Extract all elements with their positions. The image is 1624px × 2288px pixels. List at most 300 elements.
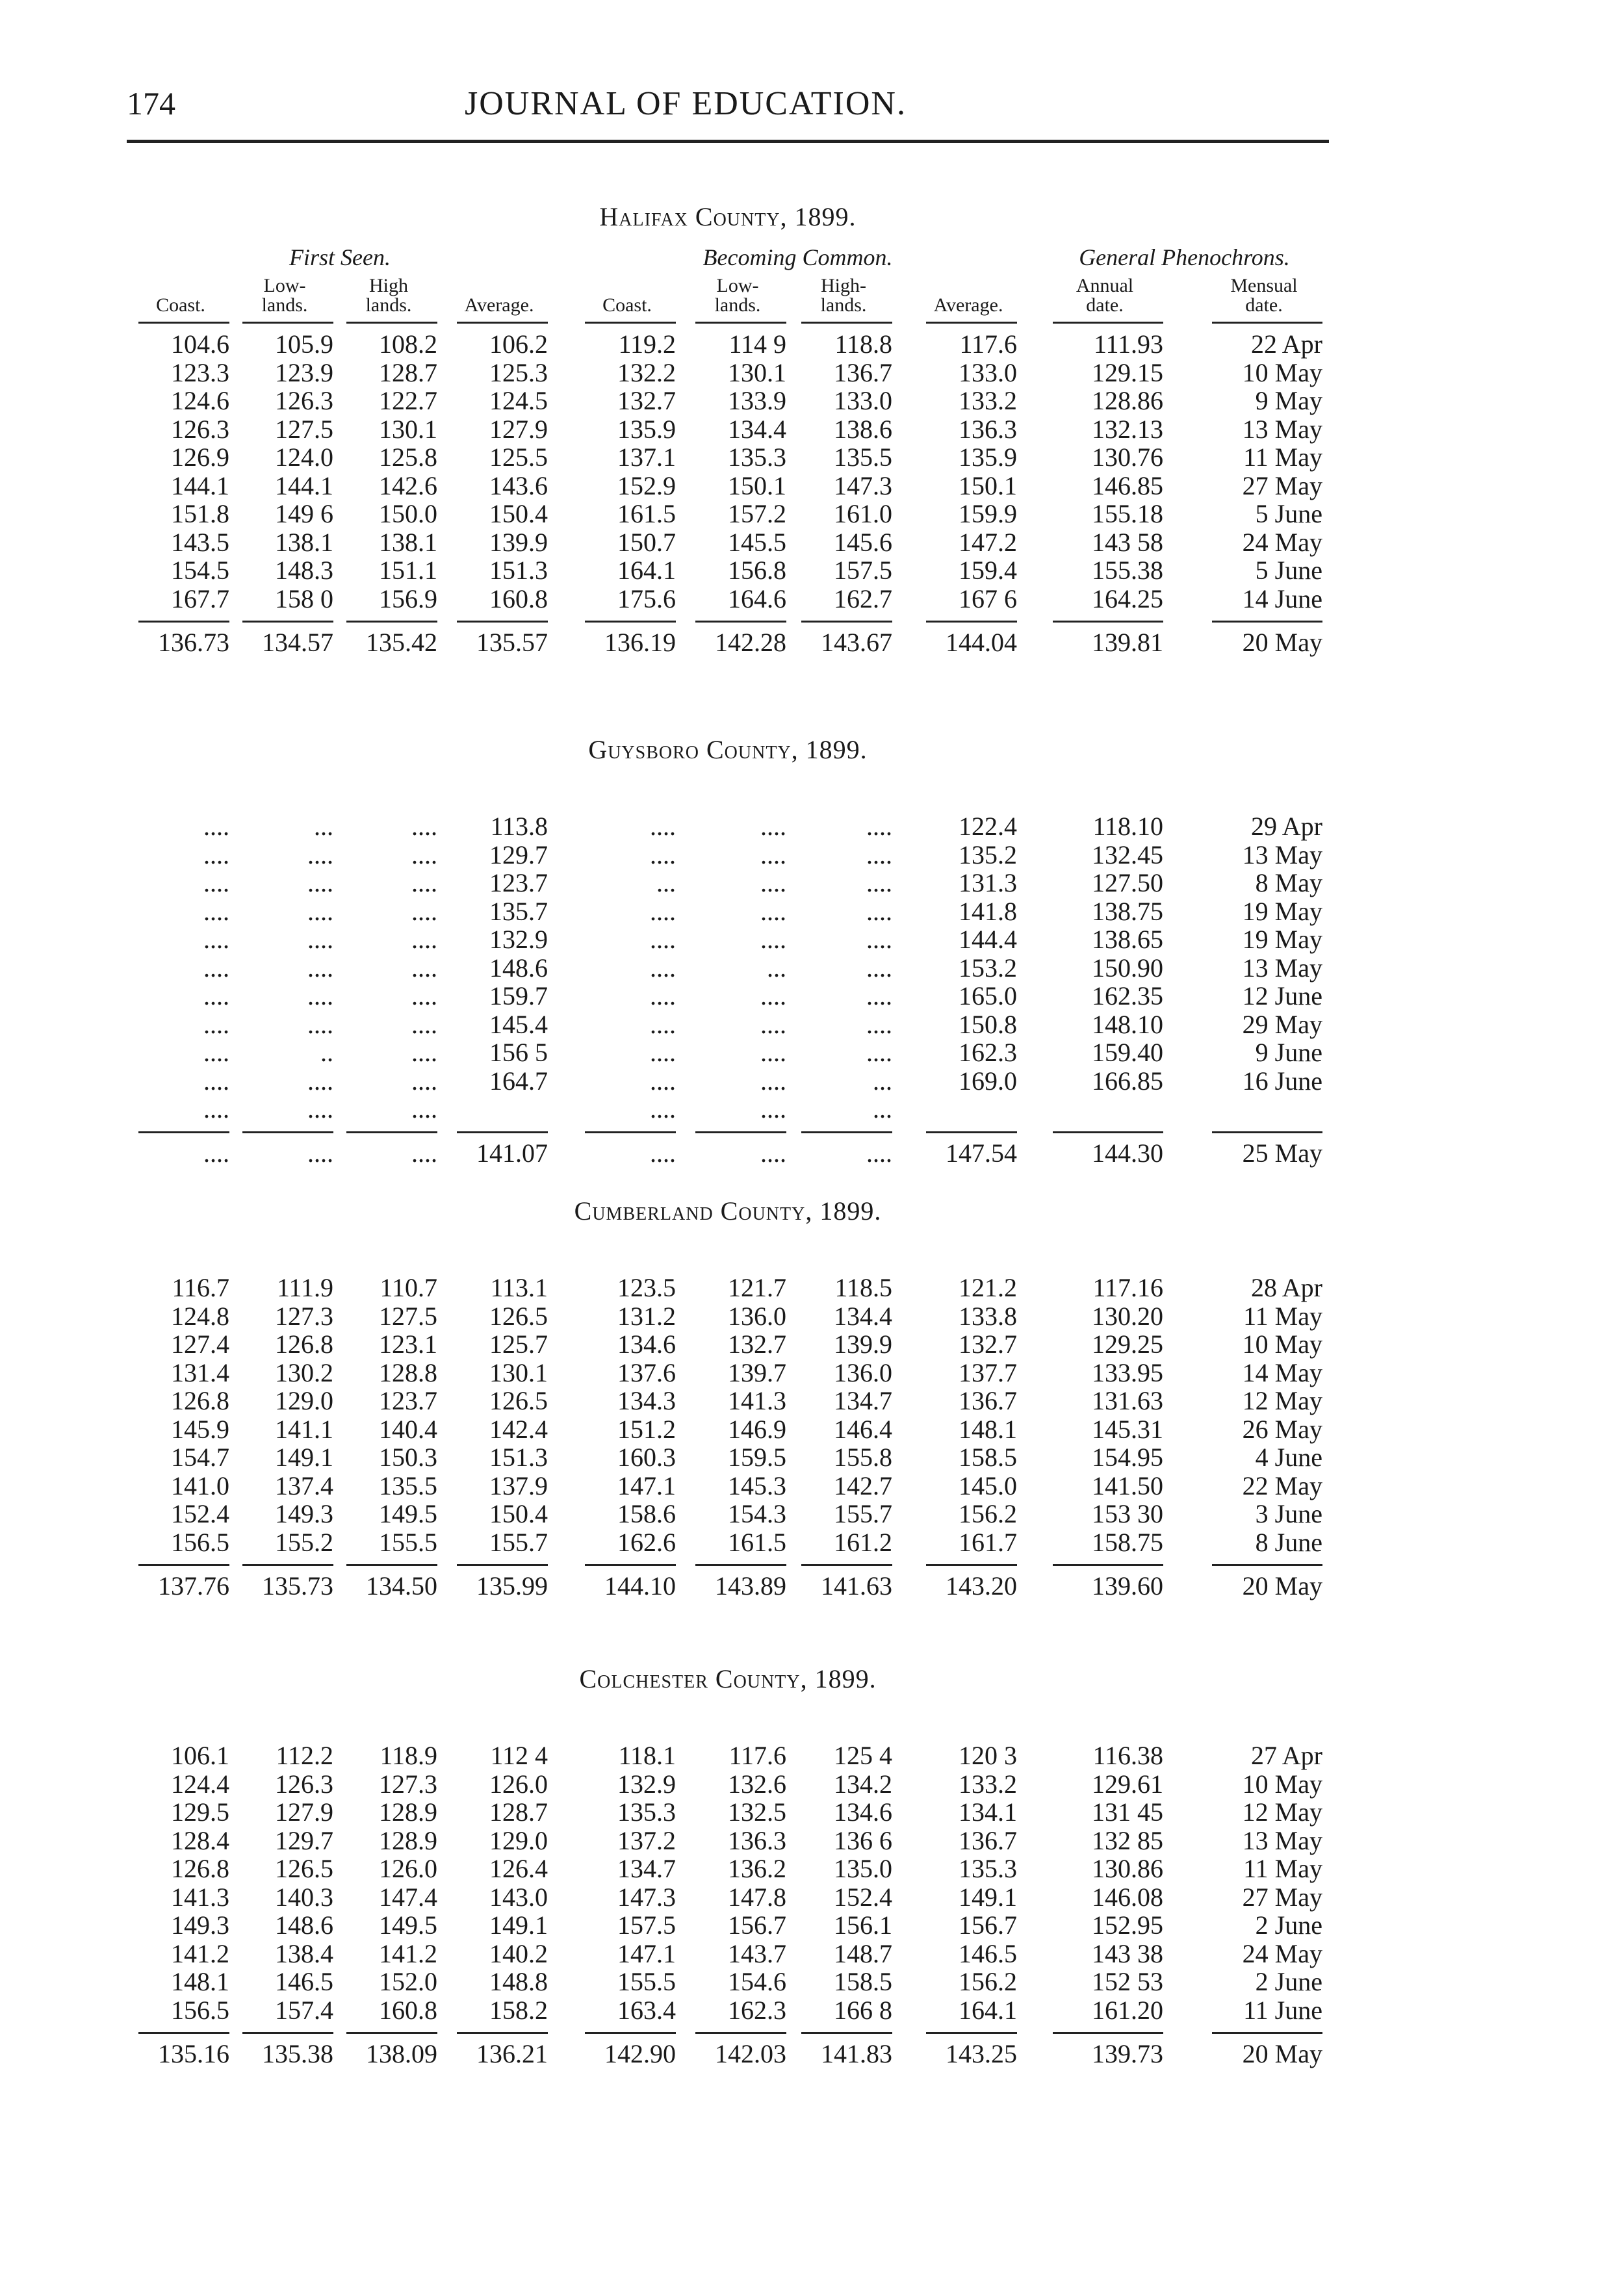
table-cell: 5 June [1255, 556, 1322, 585]
total-rule [926, 1564, 1017, 1566]
table-cell: 148.6 [275, 1910, 333, 1940]
table-cell: 154.6 [728, 1967, 786, 1996]
table-cell: 137.6 [617, 1357, 676, 1387]
table-cell: .... [307, 840, 333, 869]
county-section [127, 734, 1329, 1189]
table-cell: 8 May [1255, 868, 1322, 897]
table-cell: .... [203, 840, 229, 869]
table-cell: 134.4 [834, 1301, 892, 1331]
table-cell: 12 June [1242, 981, 1322, 1010]
table-cell: 149.3 [275, 1499, 333, 1528]
table-cell: 167.7 [171, 584, 229, 613]
table-cell: .... [866, 868, 892, 897]
table-cell: .... [411, 1094, 437, 1124]
table-cell: 138.6 [834, 414, 892, 444]
table-cell: .... [866, 953, 892, 983]
table-cell: 160.8 [489, 584, 548, 613]
table-cell: 127.3 [379, 1769, 437, 1799]
table-cell: .... [760, 1009, 786, 1039]
table-cell: 158.5 [834, 1967, 892, 1996]
table-cell: 129.61 [1092, 1769, 1163, 1799]
table-cell: 152 53 [1092, 1967, 1163, 1996]
total-cell: 142.28 [715, 628, 786, 657]
total-cell: 141.63 [821, 1571, 892, 1600]
page-header [127, 78, 1329, 140]
table-cell: 148.10 [1092, 1009, 1163, 1039]
journal-page [127, 78, 1329, 2068]
table-cell: 148.6 [489, 953, 548, 983]
table-cell: 147.3 [834, 470, 892, 500]
column-group-heading: Becoming Common. [702, 244, 893, 270]
table-cell: 134.7 [617, 1854, 676, 1883]
table-cell: 116.7 [172, 1273, 229, 1302]
table-cell: 164.1 [617, 556, 676, 585]
total-cell: 25 May [1242, 1138, 1322, 1168]
table-cell: 146.4 [834, 1414, 892, 1444]
table-cell: 113.1 [490, 1273, 548, 1302]
table-cell: 117.6 [728, 1741, 786, 1770]
total-rule [585, 2032, 676, 2034]
table-cell: .... [760, 925, 786, 954]
header-rule [346, 322, 437, 324]
table-cell: .... [411, 981, 437, 1010]
column-header [1205, 276, 1322, 315]
table-cell: 112.2 [276, 1741, 333, 1770]
table-cell: .... [307, 1094, 333, 1124]
table-cell: 123.9 [275, 357, 333, 387]
table-cell: 133.2 [959, 1769, 1017, 1799]
column-header [1046, 276, 1163, 315]
table-cell: 127.5 [379, 1301, 437, 1331]
table-cell: 156.5 [171, 1995, 229, 2025]
table-cell: 118.1 [618, 1741, 676, 1770]
table-cell: 138.4 [275, 1938, 333, 1968]
table-cell: 126.8 [275, 1330, 333, 1359]
total-cell: 134.57 [262, 628, 333, 657]
table-cell: .... [411, 1009, 437, 1039]
table-cell: 11 May [1243, 1301, 1322, 1331]
table-cell: 161.20 [1092, 1995, 1163, 2025]
column-header-line: date. [1086, 294, 1124, 316]
table-cell: 3 June [1255, 1499, 1322, 1528]
table-cell: 13 May [1242, 1825, 1322, 1855]
table-cell: 114 9 [728, 329, 786, 359]
table-cell: 150.4 [489, 499, 548, 528]
column-header-line: lands. [365, 294, 412, 316]
table-cell: 117.16 [1092, 1273, 1163, 1302]
total-rule [1053, 2032, 1163, 2034]
table-cell: 13 May [1242, 953, 1322, 983]
table-cell: 143 58 [1092, 527, 1163, 557]
table-cell: 124.8 [171, 1301, 229, 1331]
table-cell: 127.3 [275, 1301, 333, 1331]
table-cell: 123.7 [489, 868, 548, 897]
table-cell: 130.20 [1092, 1301, 1163, 1331]
table-cell: 112 4 [490, 1741, 548, 1770]
total-cell: 136.21 [476, 2039, 548, 2068]
table-cell: 124.5 [489, 386, 548, 415]
table-cell: .... [203, 925, 229, 954]
table-cell: .... [866, 1038, 892, 1067]
table-cell: 11 May [1243, 443, 1322, 472]
column-header [236, 276, 333, 315]
table-cell: 132.2 [617, 357, 676, 387]
table-cell: .... [203, 1066, 229, 1096]
table-cell: 142.4 [489, 1414, 548, 1444]
total-cell: 141.07 [476, 1138, 548, 1168]
table-cell: 150.7 [617, 527, 676, 557]
table-cell: 143 38 [1092, 1938, 1163, 1968]
table-cell: .... [760, 1094, 786, 1124]
table-cell: 145.0 [959, 1471, 1017, 1500]
table-cell: .... [866, 896, 892, 926]
table-cell: 141.3 [728, 1386, 786, 1415]
table-cell: 125 4 [834, 1741, 892, 1770]
table-cell: 16 June [1242, 1066, 1322, 1096]
table-cell: 111.9 [276, 1273, 333, 1302]
table-cell: 135.5 [834, 443, 892, 472]
table-cell: ... [873, 1094, 892, 1124]
total-rule [457, 2032, 548, 2034]
table-cell: 124.6 [171, 386, 229, 415]
table-cell: 149.3 [171, 1910, 229, 1940]
table-cell: .... [650, 840, 676, 869]
total-cell: .... [203, 1138, 229, 1168]
table-cell: 24 May [1242, 527, 1322, 557]
table-cell: 110.7 [380, 1273, 437, 1302]
column-header-line: Average. [933, 294, 1003, 316]
table-cell: 135.3 [959, 1854, 1017, 1883]
table-cell: 131 45 [1092, 1797, 1163, 1827]
table-cell: .... [411, 925, 437, 954]
table-cell: .... [650, 925, 676, 954]
section-title: Colchester County, 1899. [579, 1664, 877, 1693]
table-cell: 133.95 [1092, 1357, 1163, 1387]
table-cell: 156.5 [171, 1527, 229, 1557]
table-cell: 134.2 [834, 1769, 892, 1799]
column-header-line: lands. [820, 294, 867, 316]
table-cell: 128.9 [379, 1825, 437, 1855]
table-cell: 127.9 [489, 414, 548, 444]
table-cell: 119.2 [618, 329, 676, 359]
table-cell: 8 June [1255, 1527, 1322, 1557]
table-cell: 123.5 [617, 1273, 676, 1302]
table-cell: 127.50 [1092, 868, 1163, 897]
table-cell: 135.3 [728, 443, 786, 472]
total-cell: 138.09 [366, 2039, 437, 2068]
table-cell: 161.5 [728, 1527, 786, 1557]
total-cell: .... [307, 1138, 333, 1168]
column-header [340, 276, 437, 315]
column-header-line: Coast. [156, 294, 205, 316]
table-cell: .... [760, 1038, 786, 1067]
table-cell: 139.7 [728, 1357, 786, 1387]
table-cell: 152.4 [171, 1499, 229, 1528]
table-cell: 134.6 [617, 1330, 676, 1359]
table-cell: 148.3 [275, 556, 333, 585]
table-cell: 159.40 [1092, 1038, 1163, 1067]
table-cell: 161.0 [834, 499, 892, 528]
page-number: 174 [127, 85, 175, 122]
table-cell: 150.0 [379, 499, 437, 528]
total-rule [1212, 1564, 1322, 1566]
table-cell: 27 May [1242, 470, 1322, 500]
table-cell: 9 June [1255, 1038, 1322, 1067]
table-cell: .... [203, 896, 229, 926]
table-cell: 134.3 [617, 1386, 676, 1415]
table-cell: 151.3 [489, 1443, 548, 1472]
total-rule [138, 621, 229, 623]
table-cell: 125.8 [379, 443, 437, 472]
total-rule [346, 2032, 437, 2034]
total-cell: 137.76 [158, 1571, 229, 1600]
total-rule [585, 1131, 676, 1133]
table-cell: 19 May [1242, 925, 1322, 954]
table-cell: .... [203, 981, 229, 1010]
table-cell: 158.6 [617, 1499, 676, 1528]
table-cell: 156.7 [959, 1910, 1017, 1940]
table-cell: 156.2 [959, 1499, 1017, 1528]
table-cell: 143.6 [489, 470, 548, 500]
county-section [127, 201, 1329, 656]
total-rule [801, 621, 892, 623]
table-cell: .... [307, 896, 333, 926]
table-cell: 130.1 [728, 357, 786, 387]
table-cell: .... [203, 1038, 229, 1067]
column-header-line: lands. [714, 294, 761, 316]
table-cell: 147.4 [379, 1882, 437, 1912]
table-cell: 118.10 [1092, 812, 1163, 841]
table-cell: 142.7 [834, 1471, 892, 1500]
table-cell: 128.8 [379, 1357, 437, 1387]
table-cell: 126.3 [171, 414, 229, 444]
table-cell: 156.8 [728, 556, 786, 585]
table-cell: 159.4 [959, 556, 1017, 585]
total-cell: 136.19 [604, 628, 676, 657]
section-title: Guysboro County, 1899. [588, 735, 868, 764]
table-cell: ... [873, 1066, 892, 1096]
table-cell: .... [411, 1066, 437, 1096]
table-cell: 122.7 [379, 386, 437, 415]
table-cell: 151.2 [617, 1414, 676, 1444]
total-cell: 144.10 [604, 1571, 676, 1600]
table-cell: .... [866, 1009, 892, 1039]
table-cell: 166 8 [834, 1995, 892, 2025]
table-cell: 132.7 [617, 386, 676, 415]
table-cell: 127.9 [275, 1797, 333, 1827]
table-cell: 128.7 [379, 357, 437, 387]
table-cell: 28 Apr [1251, 1273, 1322, 1302]
table-cell: 9 May [1255, 386, 1322, 415]
total-cell: 20 May [1242, 628, 1322, 657]
table-cell: .... [307, 981, 333, 1010]
journal-title: JOURNAL OF EDUCATION. [465, 85, 907, 122]
table-cell: 133.0 [834, 386, 892, 415]
table-cell: 135.0 [834, 1854, 892, 1883]
table-cell: 137.9 [489, 1471, 548, 1500]
column-group-heading: First Seen. [289, 244, 391, 270]
table-cell: 149.5 [379, 1499, 437, 1528]
table-cell: 154.95 [1092, 1443, 1163, 1472]
table-cell: 131.2 [617, 1301, 676, 1331]
table-cell: 10 May [1242, 1330, 1322, 1359]
column-header [689, 276, 786, 315]
table-cell: 141.2 [171, 1938, 229, 1968]
table-cell: 147.1 [617, 1938, 676, 1968]
table-cell: .... [203, 812, 229, 841]
table-cell: 138.75 [1092, 896, 1163, 926]
table-cell: .... [650, 812, 676, 841]
table-cell: 145.6 [834, 527, 892, 557]
table-cell: 158 0 [275, 584, 333, 613]
table-cell: 5 June [1255, 499, 1322, 528]
table-cell: 155.18 [1092, 499, 1163, 528]
table-cell: 12 May [1242, 1797, 1322, 1827]
table-cell: .... [650, 1009, 676, 1039]
table-cell: 145.9 [171, 1414, 229, 1444]
table-cell: 146.85 [1092, 470, 1163, 500]
table-cell: 131.4 [171, 1357, 229, 1387]
table-cell: .... [203, 953, 229, 983]
county-section [127, 1664, 1329, 2118]
table-cell: .... [411, 868, 437, 897]
table-cell: 24 May [1242, 1938, 1322, 1968]
table-cell: 116.38 [1092, 1741, 1163, 1770]
total-rule [1212, 621, 1322, 623]
table-cell: 143.7 [728, 1938, 786, 1968]
total-cell: .... [411, 1138, 437, 1168]
table-cell: 162.6 [617, 1527, 676, 1557]
table-cell: 149.1 [275, 1443, 333, 1472]
table-cell: 136.7 [834, 357, 892, 387]
table-cell: 160.8 [379, 1995, 437, 2025]
table-cell: .... [411, 1038, 437, 1067]
table-cell: 139.9 [489, 527, 548, 557]
table-cell: 135.9 [959, 443, 1017, 472]
total-rule [346, 1131, 437, 1133]
table-cell: 121.2 [959, 1273, 1017, 1302]
table-cell: .... [866, 812, 892, 841]
table-cell: 141.2 [379, 1938, 437, 1968]
header-rule [695, 322, 786, 324]
table-cell: .... [650, 1094, 676, 1124]
table-cell: 145.3 [728, 1471, 786, 1500]
total-rule [695, 1131, 786, 1133]
table-cell: 130.1 [379, 414, 437, 444]
table-cell: 123.1 [379, 1330, 437, 1359]
table-cell: 13 May [1242, 414, 1322, 444]
table-cell: 129.0 [275, 1386, 333, 1415]
table-cell: 164.6 [728, 584, 786, 613]
table-cell: 150.1 [728, 470, 786, 500]
table-cell: 27 May [1242, 1882, 1322, 1912]
column-header [578, 296, 676, 315]
total-cell: 143.20 [946, 1571, 1017, 1600]
table-cell: 149.1 [959, 1882, 1017, 1912]
table-cell: 129.5 [171, 1797, 229, 1827]
table-cell: 128.9 [379, 1797, 437, 1827]
table-cell: 138.1 [379, 527, 437, 557]
table-cell: .... [760, 1066, 786, 1096]
table-cell: 19 May [1242, 896, 1322, 926]
column-header [920, 296, 1017, 315]
table-cell: 118.8 [834, 329, 892, 359]
table-cell: 145.31 [1092, 1414, 1163, 1444]
table-cell: 137.4 [275, 1471, 333, 1500]
table-cell: 137.2 [617, 1825, 676, 1855]
total-rule [242, 1131, 333, 1133]
total-cell: 143.67 [821, 628, 892, 657]
table-cell: 132.7 [728, 1330, 786, 1359]
table-cell: 149.1 [489, 1910, 548, 1940]
table-cell: 156.2 [959, 1967, 1017, 1996]
table-cell: 152.95 [1092, 1910, 1163, 1940]
table-cell: .... [866, 981, 892, 1010]
table-cell: 130.2 [275, 1357, 333, 1387]
column-header-line: date. [1245, 294, 1283, 316]
table-cell: 22 Apr [1251, 329, 1322, 359]
table-cell: 146.5 [275, 1967, 333, 1996]
table-cell: 149.5 [379, 1910, 437, 1940]
table-cell: 146.9 [728, 1414, 786, 1444]
table-cell: 126.8 [171, 1386, 229, 1415]
table-cell: 156.7 [728, 1910, 786, 1940]
table-cell: 128.7 [489, 1797, 548, 1827]
table-cell: .... [650, 981, 676, 1010]
table-cell: 153 30 [1092, 1499, 1163, 1528]
table-cell: 150.4 [489, 1499, 548, 1528]
column-group-heading: General Phenochrons. [1079, 244, 1290, 270]
total-cell: 134.50 [366, 1571, 437, 1600]
table-cell: 133.2 [959, 386, 1017, 415]
table-cell: 122.4 [959, 812, 1017, 841]
table-cell: 146.08 [1092, 1882, 1163, 1912]
table-cell: 166.85 [1092, 1066, 1163, 1096]
table-cell: 145.4 [489, 1009, 548, 1039]
table-cell: 155.7 [834, 1499, 892, 1528]
total-rule [138, 2032, 229, 2034]
table-cell: 141.0 [171, 1471, 229, 1500]
table-cell: 147.1 [617, 1471, 676, 1500]
table-cell: 113.8 [490, 812, 548, 841]
table-cell: 136.7 [959, 1825, 1017, 1855]
header-rule [457, 322, 548, 324]
table-cell: 169.0 [959, 1066, 1017, 1096]
table-cell: 126.0 [489, 1769, 548, 1799]
table-cell: 29 Apr [1251, 812, 1322, 841]
table-cell: 157.5 [617, 1910, 676, 1940]
table-cell: 162.7 [834, 584, 892, 613]
table-cell: 151.8 [171, 499, 229, 528]
table-cell: 129.7 [489, 840, 548, 869]
column-header [450, 296, 548, 315]
table-cell: 156 5 [489, 1038, 548, 1067]
column-header [132, 296, 229, 315]
table-cell: 148.1 [959, 1414, 1017, 1444]
table-cell: 126.5 [275, 1854, 333, 1883]
table-cell: 126.4 [489, 1854, 548, 1883]
table-cell: 136 6 [834, 1825, 892, 1855]
table-cell: 155.8 [834, 1443, 892, 1472]
table-cell: 140.4 [379, 1414, 437, 1444]
table-cell: 150.3 [379, 1443, 437, 1472]
table-cell: 132 85 [1092, 1825, 1163, 1855]
table-cell: 129.15 [1092, 357, 1163, 387]
total-rule [926, 1131, 1017, 1133]
total-rule [457, 1131, 548, 1133]
table-cell: 157.5 [834, 556, 892, 585]
column-header-line: High [369, 275, 408, 296]
